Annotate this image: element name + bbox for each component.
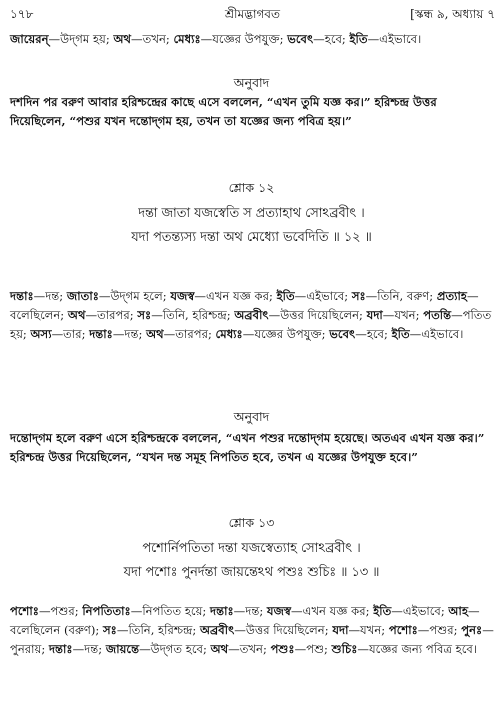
sanskrit-word: আহ: [448, 604, 469, 618]
word-meaning: —তার;: [51, 327, 90, 341]
word-meaning: —তিনি, বরুণ;: [365, 289, 437, 303]
sanskrit-word: যদা: [366, 308, 383, 322]
word-meanings: [10, 602, 495, 659]
word-meaning: —তিনি, হরিশ্চন্দ্র;: [151, 308, 235, 322]
word-meaning: —এইভাবে;: [391, 604, 449, 618]
word-meanings: [10, 287, 495, 344]
sanskrit-word: দন্তাঃ: [89, 327, 113, 341]
translation-heading: অনুবাদ: [233, 75, 270, 90]
sanskrit-word: জাতাঃ: [66, 289, 99, 303]
word-meaning: —এইভাবে।: [409, 327, 464, 341]
word-meaning: —তারপর;: [85, 308, 138, 322]
sanskrit-word: যদা: [332, 623, 349, 637]
sanskrit-word: শুচিঃ: [331, 642, 358, 656]
word-meaning: —এখন যজ্ঞ কর;: [194, 289, 277, 303]
sanskrit-word: ইতি: [391, 327, 410, 341]
word-meaning: —হবে;: [313, 32, 350, 46]
verse-heading: শ্লোক ১২: [228, 180, 275, 195]
sanskrit-word: দন্তাঃ: [210, 604, 234, 618]
word-meaning: —পশু;: [294, 642, 332, 656]
sanskrit-word: যজস্ব: [170, 289, 195, 303]
sanskrit-word: অথ: [146, 327, 164, 341]
word-meaning: —নিপতিত হয়ে;: [130, 604, 211, 618]
verse-line: দন্তা জাতা যজস্বেতি স প্রত্যাহাথ সোঽব্রবীৎ ।: [138, 206, 365, 221]
word-meaning: —উত্তর দিয়েছিলেন;: [234, 623, 333, 637]
word-meaning: —যজ্ঞের জন্য পবিত্র হবে।: [357, 642, 478, 656]
book-title: শ্রীমদ্ভাগবত: [224, 7, 280, 21]
word-meaning: —যজ্ঞের উপযুক্ত;: [200, 32, 288, 46]
word-meaning: —তখন;: [131, 32, 174, 46]
sanskrit-word: নিপতিতাঃ: [82, 604, 131, 618]
word-meaning: —দন্ত;: [233, 604, 267, 618]
sanskrit-word: যজস্ব: [266, 604, 292, 618]
word-meaning: —যজ্ঞের উপযুক্ত;: [242, 327, 330, 341]
sanskrit-word: অথ: [210, 642, 229, 656]
sanskrit-word: সঃ: [103, 623, 117, 637]
sanskrit-word: ইতি: [276, 289, 295, 303]
sanskrit-word: ভবেৎ: [287, 32, 314, 46]
word-meaning: —তখন;: [228, 642, 271, 656]
translation-text: দন্তোদ্‌গম হলে বরুণ এসে হরিশ্চন্দ্রকে বললেন, “এখন পশুর দন্তোদ্‌গম হয়েছে। অতএব এখন যজ্ঞ কর।” হরিশ্চন্দ্র উত্তর দিয়েছিলেন, “যখন দন্ত সমূহ নিপতিত হবে, তখন এ যজ্ঞের উপযুক্ত হবে।”: [10, 431, 485, 464]
verse-line: পশোর্নিপতিতা দন্তা যজস্বেত্যাহ সোঽব্রবীৎ ।: [142, 541, 361, 556]
word-meaning: —দন্ত;: [112, 327, 147, 341]
word-meaning: —হবে;: [355, 327, 392, 341]
word-meaning: —যখন;: [382, 308, 424, 322]
sanskrit-word: অস্য: [30, 327, 52, 341]
chapter-reference: [স্কন্ধ ৯, অধ্যায় ৭: [410, 7, 495, 21]
sanskrit-word: অথ: [67, 308, 86, 322]
word-meanings-continued: [10, 30, 495, 49]
sanskrit-word: দন্তাঃ: [10, 289, 34, 303]
running-header: [10, 4, 495, 24]
word-meaning: —এইভাবে।: [367, 32, 422, 46]
word-meaning: —বলেছিলেন (বরুণ);: [10, 604, 480, 637]
sanskrit-word: পশোঃ: [388, 623, 418, 637]
sanskrit-word: পশুঃ: [270, 642, 295, 656]
word-meaning: —উদ্‌গম হয়;: [48, 32, 114, 46]
word-meaning: —দন্ত;: [33, 289, 67, 303]
verse-heading: শ্লোক ১৩: [228, 515, 275, 530]
sanskrit-word: পতন্তি: [423, 308, 452, 322]
translation-text: দশদিন পর বরুণ আবার হরিশ্চন্দ্রের কাছে এসে বললেন, “এখন তুমি যজ্ঞ কর।” হরিশ্চন্দ্র উত্তর দিয়েছিলেন, “পশুর যখন দন্তোদ্‌গম হয়, তখন তা যজ্ঞের জন্য পবিত্র হয়।”: [10, 95, 437, 128]
word-meaning: —পতিত হয়;: [10, 308, 492, 341]
sanskrit-word: ভবেৎ: [329, 327, 356, 341]
sanskrit-word: অব্রবীৎ: [200, 623, 235, 637]
sanskrit-word: ইতি: [349, 32, 368, 46]
sanskrit-word: দন্তাঃ: [48, 642, 73, 656]
word-meaning: —উত্তর দিয়েছিলেন;: [268, 308, 367, 322]
page-number: ১৭৮: [10, 7, 34, 21]
word-meaning: —উদ্‌গত হবে;: [139, 642, 211, 656]
word-meaning: —তিনি, হরিশ্চন্দ্র;: [116, 623, 201, 637]
sanskrit-word: ইতি: [373, 604, 392, 618]
word-meaning: —বলেছিলেন;: [10, 289, 479, 322]
word-meaning: —তারপর;: [163, 327, 216, 341]
sanskrit-word: পশোঃ: [10, 604, 39, 618]
sanskrit-word: সঃ: [351, 289, 366, 303]
sanskrit-word: অথ: [113, 32, 132, 46]
translation-heading: অনুবাদ: [233, 409, 270, 424]
word-meaning: —উদ্‌গম হলে;: [98, 289, 171, 303]
word-meaning: —পুনরায়;: [10, 623, 494, 656]
sanskrit-word: সঃ: [137, 308, 152, 322]
sanskrit-word: অব্রবীৎ: [234, 308, 269, 322]
verse-line: যদা পতন্ত্যস্য দন্তা অথ মেধ্যো ভবেদিতি ॥ ১২ ॥: [131, 230, 372, 245]
verse-line: যদা পশোঃ পুনর্দন্তা জায়ন্তেঽথ পশুঃ শুচিঃ ॥ ১৩ ॥: [123, 565, 380, 580]
sanskrit-word: পুনঃ: [461, 623, 483, 637]
sanskrit-word: জায়ন্তে: [105, 642, 140, 656]
word-meaning: —পশুর;: [38, 604, 83, 618]
word-meaning: —এইভাবে;: [294, 289, 352, 303]
sanskrit-word: মেধ্যঃ: [173, 32, 201, 46]
sanskrit-word: প্রত্যাহ: [436, 289, 467, 303]
word-meaning: —দন্ত;: [72, 642, 106, 656]
word-meaning: —এখন যজ্ঞ কর;: [291, 604, 374, 618]
word-meaning: —পশুর;: [417, 623, 462, 637]
word-meaning: —যখন;: [348, 623, 389, 637]
sanskrit-word: মেধ্যঃ: [215, 327, 243, 341]
sanskrit-word: জায়েরন্: [10, 32, 49, 46]
